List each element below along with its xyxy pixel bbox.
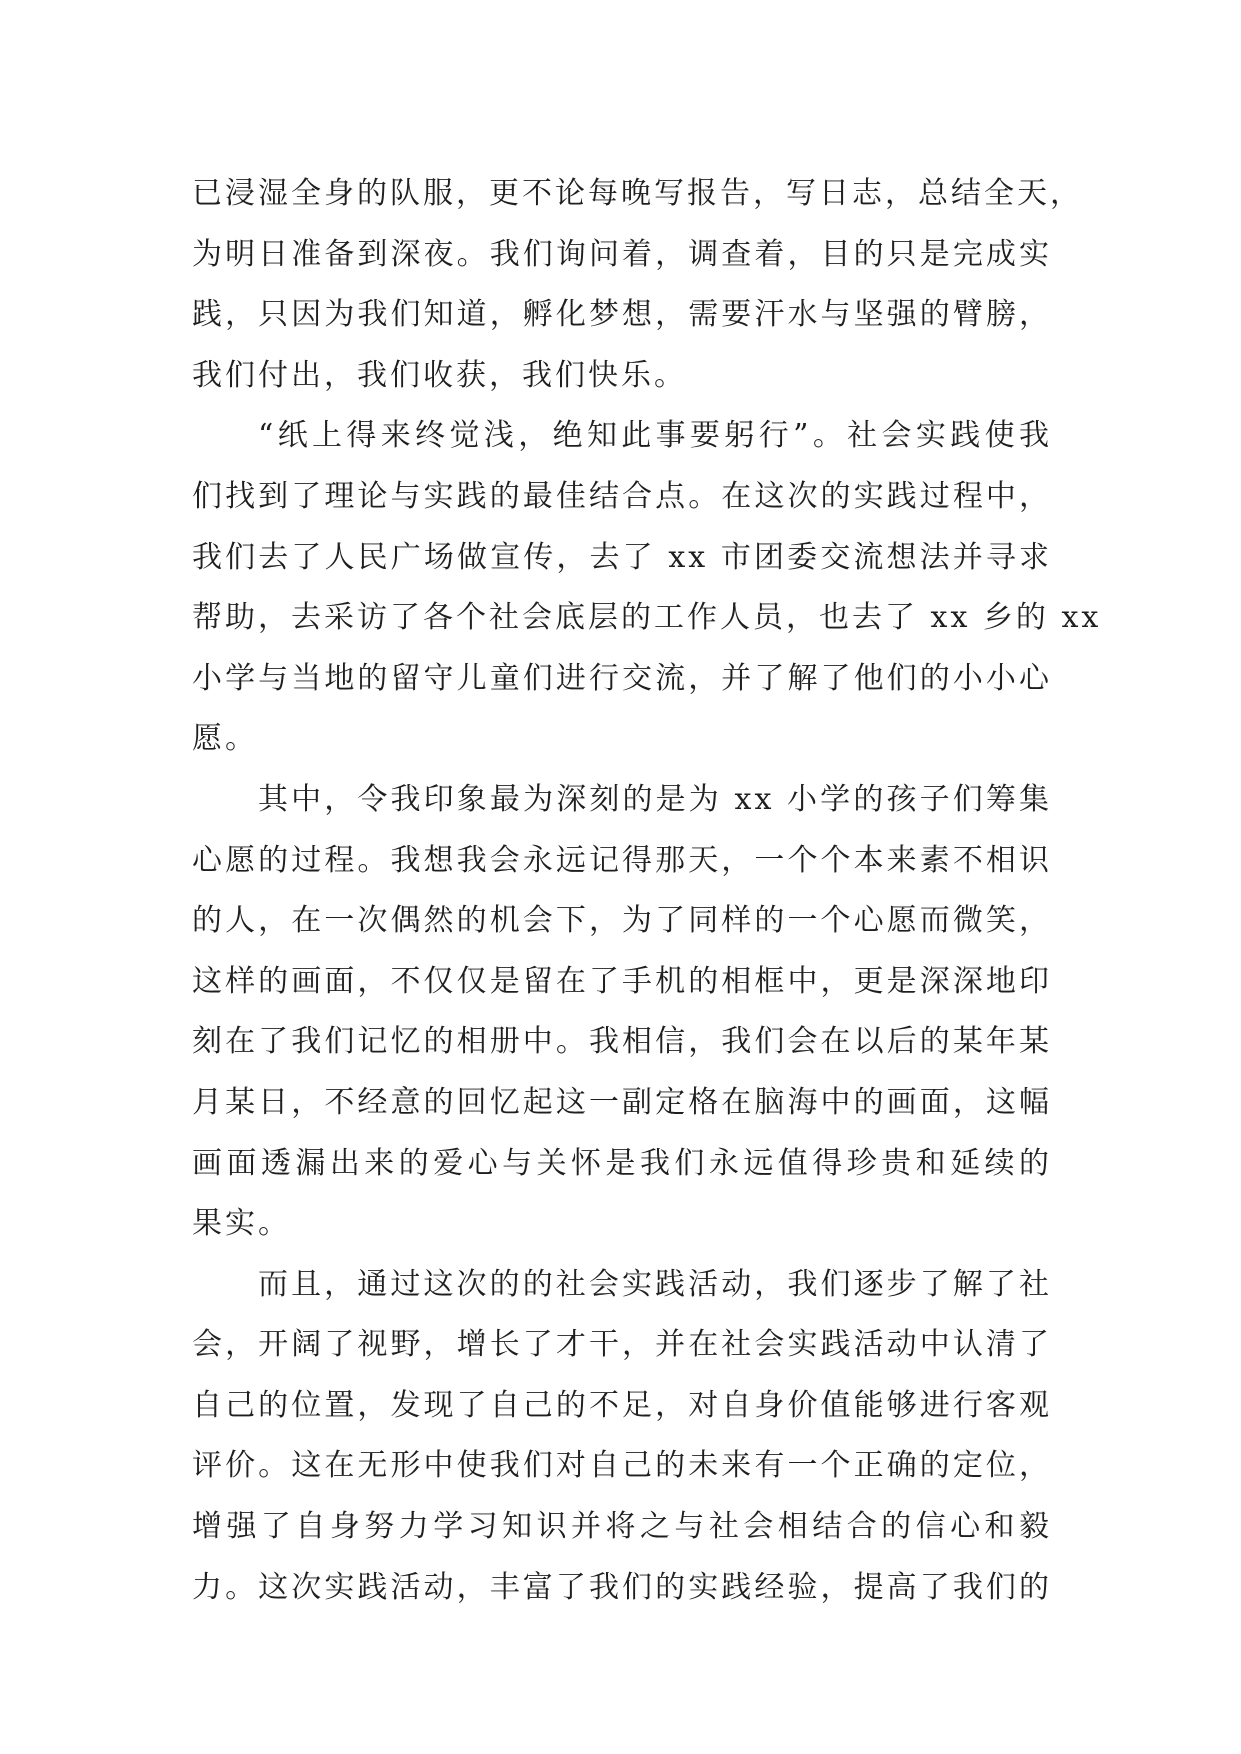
text-line: 已浸湿全身的队服，更不论每晚写报告，写日志，总结全天， — [192, 176, 1083, 211]
text-line: 果实。 — [192, 1206, 291, 1242]
text-line: 帮助，去采访了各个社会底层的工作人员，也去了 xx 乡的 xx — [192, 600, 1102, 636]
paragraph — [192, 164, 1083, 406]
text-line: 画面透漏出来的爱心与关怀是我们永远值得珍贵和延续的 — [192, 1145, 1052, 1181]
text-line: “纸上得来终觉浅，绝知此事要躬行”。社会实践使我 — [258, 418, 1052, 454]
paragraph — [192, 770, 1052, 1255]
text-line: 其中，令我印象最为深刻的是为 xx 小学的孩子们筹集 — [258, 781, 1052, 817]
text-line: 增强了自身努力学习知识并将之与社会相结合的信心和毅 — [192, 1509, 1052, 1545]
text-line: 心愿的过程。我想我会永远记得那天，一个个本来素不相识 — [192, 842, 1052, 878]
text-line: 自己的位置，发现了自己的不足，对自身价值能够进行客观 — [192, 1387, 1052, 1423]
paragraph — [192, 1255, 1052, 1619]
document-body — [192, 164, 1102, 1618]
text-line: 会，开阔了视野，增长了才干，并在社会实践活动中认清了 — [192, 1327, 1052, 1363]
text-line: 践，只因为我们知道，孵化梦想，需要汗水与坚强的臂膀， — [192, 297, 1052, 333]
text-line: 我们付出，我们收获，我们快乐。 — [192, 357, 687, 393]
text-line: 而且，通过这次的的社会实践活动，我们逐步了解了社 — [258, 1266, 1052, 1302]
text-line: 的人，在一次偶然的机会下，为了同样的一个心愿而微笑， — [192, 903, 1052, 939]
text-line: 力。这次实践活动，丰富了我们的实践经验，提高了我们的 — [192, 1569, 1052, 1605]
text-line: 这样的画面，不仅仅是留在了手机的相框中，更是深深地印 — [192, 963, 1052, 999]
text-line: 为明日准备到深夜。我们询问着，调查着，目的只是完成实 — [192, 236, 1052, 272]
text-line: 小学与当地的留守儿童们进行交流，并了解了他们的小小心 — [192, 660, 1052, 696]
text-line: 愿。 — [192, 721, 258, 757]
text-line: 刻在了我们记忆的相册中。我相信，我们会在以后的某年某 — [192, 1024, 1052, 1060]
text-line: 我们去了人民广场做宣传，去了 xx 市团委交流想法并寻求 — [192, 539, 1052, 575]
text-line: 们找到了理论与实践的最佳结合点。在这次的实践过程中， — [192, 478, 1052, 514]
paragraph — [192, 406, 1102, 770]
text-line: 评价。这在无形中使我们对自己的未来有一个正确的定位， — [192, 1448, 1052, 1484]
text-line: 月某日，不经意的回忆起这一副定格在脑海中的画面，这幅 — [192, 1084, 1052, 1120]
